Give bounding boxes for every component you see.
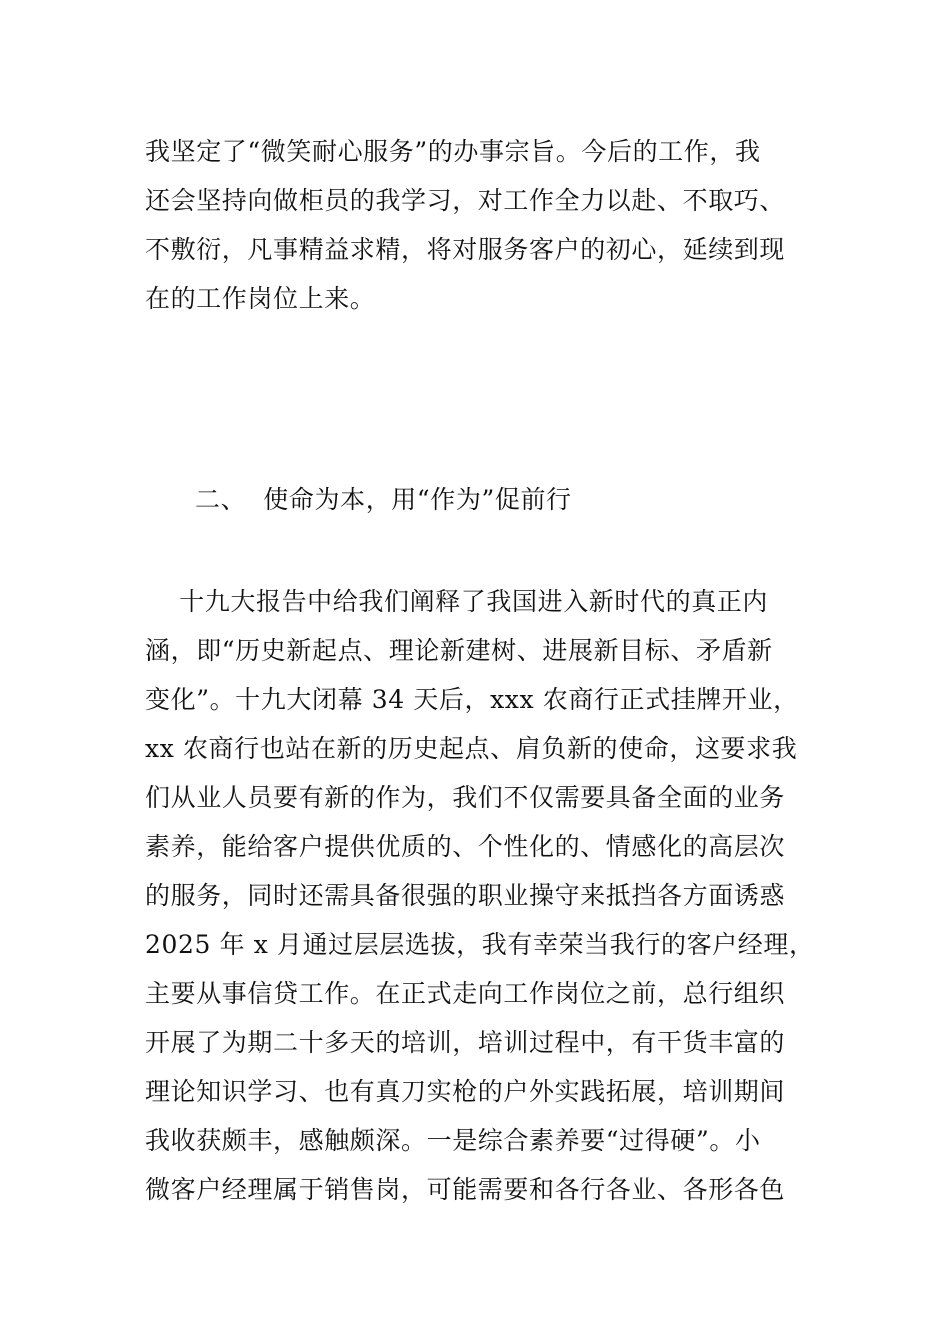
text-line: 我坚定了“微笑耐心服务”的办事宗旨。今后的工作，我: [145, 137, 761, 166]
text-line: 理论知识学习、也有真刀实枪的户外实践拓展，培训期间: [145, 1077, 786, 1106]
text-line: 素养，能给客户提供优质的、个性化的、情感化的高层次: [145, 832, 786, 861]
paragraph-1: [145, 127, 835, 323]
section-heading: 二、 使命为本，用“作为”促前行: [195, 485, 572, 514]
section-2-heading-block: [195, 475, 885, 524]
text-line: 还会坚持向做柜员的我学习，对工作全力以赴、不取巧、: [145, 186, 786, 215]
text-line: 主要从事信贷工作。在正式走向工作岗位之前，总行组织: [145, 979, 786, 1008]
text-line: 们从业人员要有新的作为，我们不仅需要具备全面的业务: [145, 783, 786, 812]
text-line: 2025 年 x 月通过层层选拔，我有幸荣当我行的客户经理，: [145, 930, 815, 959]
text-line: 开展了为期二十多天的培训，培训过程中，有干货丰富的: [145, 1028, 786, 1057]
text-line: 微客户经理属于销售岗，可能需要和各行各业、各形各色: [145, 1175, 786, 1204]
text-line: 十九大报告中给我们阐释了我国进入新时代的真正内: [145, 587, 768, 616]
text-line: 在的工作岗位上来。: [145, 284, 376, 313]
paragraph-2: [145, 577, 835, 1214]
text-line: 我收获颇丰，感触颇深。一是综合素养要“过得硬”。小: [145, 1126, 761, 1155]
text-line: xx 农商行也站在新的历史起点、肩负新的使命，这要求我: [145, 734, 798, 763]
text-line: 的服务，同时还需具备很强的职业操守来抵挡各方面诱惑: [145, 881, 786, 910]
text-line: 变化”。十九大闭幕 34 天后，xxx 农商行正式挂牌开业，: [145, 685, 799, 714]
text-line: 不敷衍，凡事精益求精，将对服务客户的初心，延续到现: [145, 235, 786, 264]
text-line: 涵，即“历史新起点、理论新建树、进展新目标、矛盾新: [145, 636, 773, 665]
